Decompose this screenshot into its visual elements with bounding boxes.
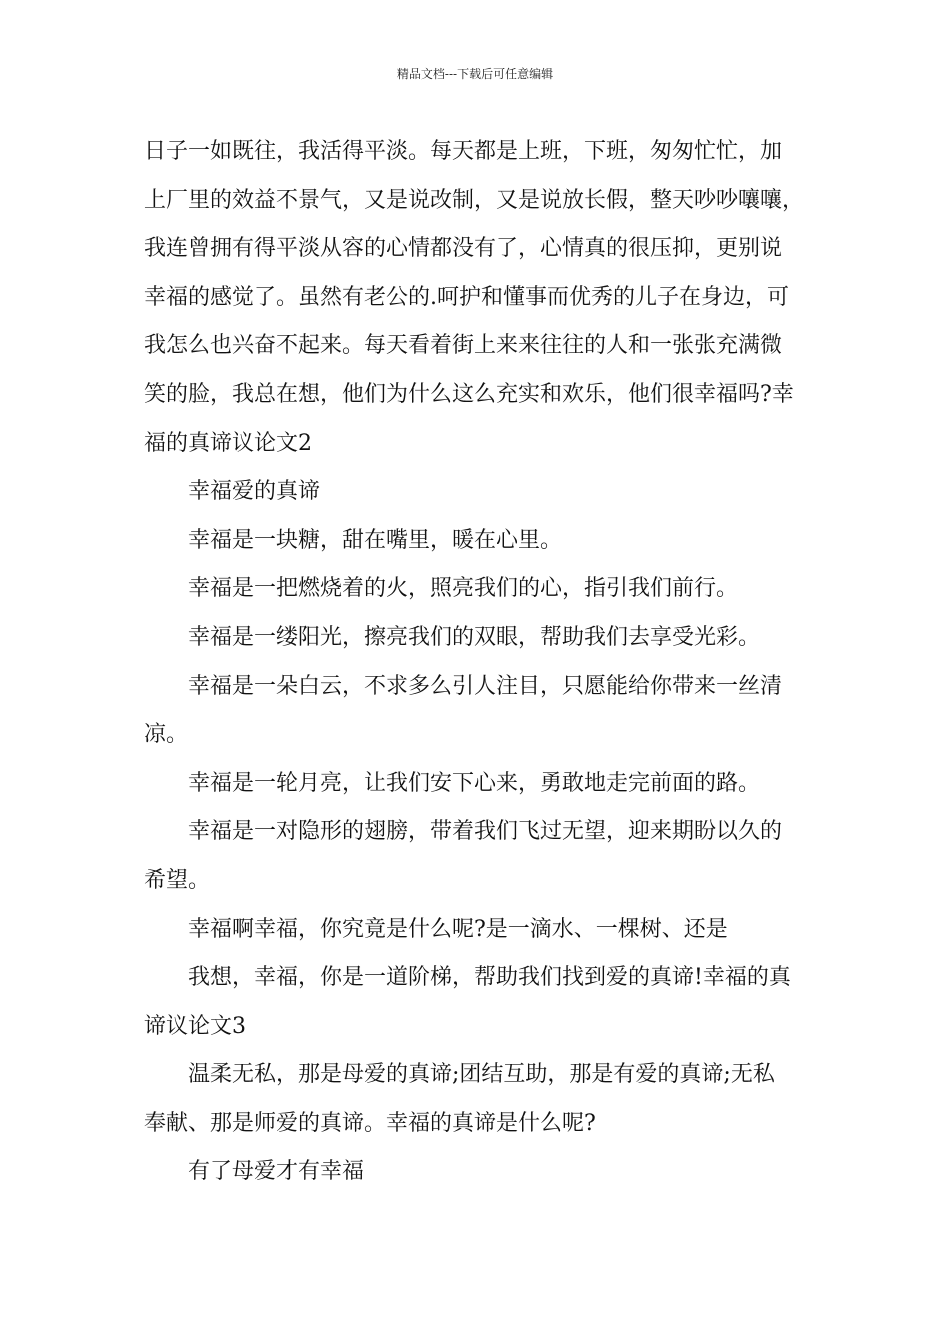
document-body (144, 128, 816, 1197)
text-line: 奉献、那是师爱的真谛。幸福的真谛是什么呢? (144, 1110, 596, 1136)
text-line: 有了母爱才有幸福 (188, 1159, 365, 1185)
text-line: 笑的脸，我总在想，他们为什么这么充实和欢乐，他们很幸福吗?幸 (144, 381, 794, 407)
text-line: 幸福爱的真谛 (188, 479, 321, 505)
text-line: 我连曾拥有得平淡从容的心情都没有了，心情真的很压抑，更别说 (144, 236, 783, 262)
text-line: 我怎么也兴奋不起来。每天看着街上来来往往的人和一张张充满微 (144, 333, 783, 359)
text-line: 幸福是一轮月亮，让我们安下心来，勇敢地走完前面的路。 (188, 770, 761, 796)
text-line: 凉。 (144, 722, 189, 748)
text-line: 上厂里的效益不景气，又是说改制，又是说放长假，整天吵吵嚷嚷， (144, 187, 805, 213)
text-line: 幸福啊幸福，你究竟是什么呢?是一滴水、一棵树、还是 (188, 916, 728, 942)
text-line: 幸福的感觉了。虽然有老公的.呵护和懂事而优秀的儿子在身边，可 (144, 284, 789, 310)
text-line: 我想，幸福，你是一道阶梯，帮助我们找到爱的真谛!幸福的真 (188, 965, 791, 991)
text-line: 福的真谛议论文2 (144, 430, 312, 456)
text-line: 幸福是一缕阳光，擦亮我们的双眼，帮助我们去享受光彩。 (188, 624, 761, 650)
text-line: 温柔无私，那是母爱的真谛;团结互助，那是有爱的真谛;无私 (188, 1062, 775, 1088)
text-line: 幸福是一对隐形的翅膀，带着我们飞过无望，迎来期盼以久的 (188, 819, 783, 845)
text-line: 幸福是一朵白云，不求多么引人注目，只愿能给你带来一丝清 (188, 673, 783, 699)
page-header: 精品文档---下载后可任意编辑 (396, 67, 554, 81)
text-line: 幸福是一块糖，甜在嘴里，暖在心里。 (188, 527, 563, 553)
text-line: 日子一如既往，我活得平淡。每天都是上班，下班，匆匆忙忙，加 (144, 139, 783, 164)
text-line: 谛议论文3 (144, 1013, 246, 1039)
text-line: 希望。 (144, 867, 211, 893)
text-line: 幸福是一把燃烧着的火，照亮我们的心，指引我们前行。 (188, 576, 739, 602)
